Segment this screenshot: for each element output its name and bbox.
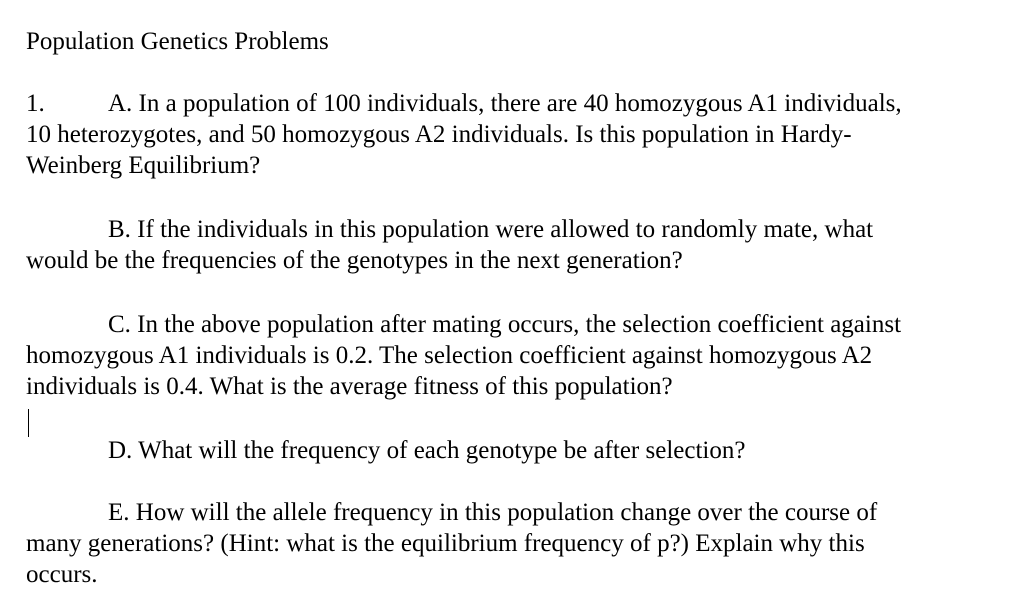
question-1-part-b bbox=[26, 214, 873, 276]
part-c-line-1: C. In the above population after mating occurs, the selection coefficient against bbox=[108, 311, 902, 338]
part-b-line-1: B. If the individuals in this population were allowed to randomly mate, what bbox=[108, 216, 874, 243]
question-1-part-d bbox=[26, 435, 745, 466]
document-title: Population Genetics Problems bbox=[26, 28, 329, 55]
part-a-line-3: Weinberg Equilibrium? bbox=[26, 152, 261, 179]
document-body bbox=[26, 26, 1001, 588]
text-cursor bbox=[28, 409, 29, 437]
part-a-text-1: A. In a population of 100 individuals, there are 40 homozygous A1 individuals, bbox=[108, 90, 902, 117]
question-number: 1. bbox=[26, 90, 45, 117]
question-1-part-c bbox=[26, 309, 901, 402]
part-a-line-1 bbox=[26, 88, 902, 119]
part-e-line-2: many generations? (Hint: what is the equilibrium frequency of p?) Explain why this bbox=[26, 530, 865, 557]
question-1-part-e bbox=[26, 497, 877, 590]
part-c-line-2: homozygous A1 individuals is 0.2. The selection coefficient against homozygous A2 bbox=[26, 342, 873, 369]
part-d-line-1: D. What will the frequency of each genotype be after selection? bbox=[108, 437, 746, 464]
part-a-line-2: 10 heterozygotes, and 50 homozygous A2 individuals. Is this population in Hardy- bbox=[26, 121, 852, 148]
part-c-line-3: individuals is 0.4. What is the average fitness of this population? bbox=[26, 373, 673, 400]
question-1-part-a bbox=[26, 88, 902, 181]
part-e-line-3: occurs. bbox=[26, 561, 98, 588]
part-e-line-1: E. How will the allele frequency in this population change over the course of bbox=[108, 499, 878, 526]
part-b-line-2: would be the frequencies of the genotypes in the next generation? bbox=[26, 247, 683, 274]
